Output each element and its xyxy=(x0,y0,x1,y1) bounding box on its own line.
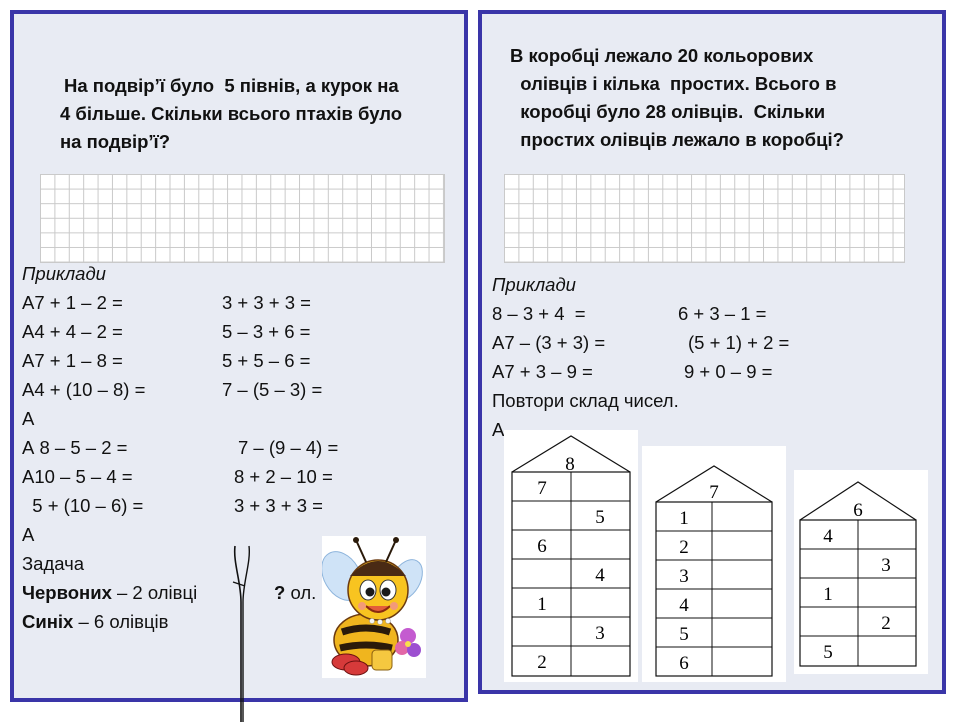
curly-brace xyxy=(229,542,259,722)
house-drawing xyxy=(642,446,786,682)
example-left: А4 + (10 – 8) = xyxy=(22,379,146,400)
examples-heading: Приклади xyxy=(492,274,576,295)
example-left: А7 + 1 – 2 = xyxy=(22,292,123,313)
right-word-problem xyxy=(510,42,930,154)
example-left: А10 – 5 – 4 = xyxy=(22,466,133,487)
example-row xyxy=(22,288,462,317)
number-house-6 xyxy=(794,470,928,674)
example-right: 8 + 2 – 10 = xyxy=(234,466,333,487)
example-right: 3 + 3 + 3 = xyxy=(222,292,311,313)
house-cell: 3 xyxy=(595,623,605,644)
house-cell: 2 xyxy=(679,537,689,558)
example-row xyxy=(492,357,942,386)
house-roof-number: 7 xyxy=(709,482,719,503)
trailing-letter: А xyxy=(492,419,505,440)
house-cell: 3 xyxy=(679,566,689,587)
house-cell: 6 xyxy=(679,653,689,674)
problem-line: простих олівців лежало в коробці? xyxy=(510,129,844,150)
house-cell: 1 xyxy=(823,584,833,605)
example-left: А7 + 1 – 8 = xyxy=(22,350,123,371)
problem-line: На подвір’ї було 5 півнів, а курок на xyxy=(64,75,399,96)
example-left: А7 – (3 + 3) = xyxy=(492,332,606,353)
house-drawing xyxy=(794,470,928,674)
house-cell: 6 xyxy=(537,536,547,557)
example-left: А4 + 4 – 2 = xyxy=(22,321,123,342)
example-left: А7 + 3 – 9 = xyxy=(492,361,593,382)
repeat-instruction: Повтори склад чисел. xyxy=(492,390,679,411)
house-cell: 1 xyxy=(679,508,689,529)
example-row xyxy=(22,346,462,375)
example-left: 5 + (10 – 6) = xyxy=(22,495,144,516)
blue-amount: – 6 олівців xyxy=(73,611,169,632)
house-cell: 4 xyxy=(823,526,833,547)
example-right: 7 – (5 – 3) = xyxy=(222,379,323,400)
question-mark: ? xyxy=(274,582,286,603)
problem-line: коробці було 28 олівців. Скільки xyxy=(510,101,826,122)
house-drawing xyxy=(504,430,638,682)
house-cell: 1 xyxy=(537,594,547,615)
example-row xyxy=(22,375,462,404)
bee-illustration xyxy=(322,536,426,678)
left-answer-grid[interactable] xyxy=(40,174,445,263)
example-row xyxy=(22,404,462,433)
house-cell: 4 xyxy=(679,595,689,616)
task-heading: Задача xyxy=(22,553,85,574)
examples-heading: Приклади xyxy=(22,263,106,284)
example-left: А xyxy=(22,524,35,545)
example-row xyxy=(22,491,462,520)
example-row xyxy=(492,299,942,328)
left-task-card xyxy=(10,10,468,702)
house-cell: 5 xyxy=(823,642,833,663)
example-right: 3 + 3 + 3 = xyxy=(234,495,323,516)
house-cell: 5 xyxy=(595,507,605,528)
red-label: Червоних xyxy=(22,582,112,603)
blue-label: Синіх xyxy=(22,611,74,632)
number-house-7 xyxy=(642,446,786,682)
example-right: 7 – (9 – 4) = xyxy=(238,437,339,458)
example-row xyxy=(492,328,942,357)
house-cell: 3 xyxy=(881,555,891,576)
example-row xyxy=(22,462,462,491)
question-unit: ол. xyxy=(285,582,317,603)
right-examples xyxy=(492,270,942,444)
problem-line: олівців і кілька простих. Всього в xyxy=(510,73,837,94)
house-cell: 2 xyxy=(537,652,547,673)
example-right: 6 + 3 – 1 = xyxy=(678,303,767,324)
house-cell: 7 xyxy=(537,478,547,499)
example-left: 8 – 3 + 4 = xyxy=(492,303,586,324)
example-row xyxy=(22,317,462,346)
house-cell: 5 xyxy=(679,624,689,645)
red-amount: – 2 олівці xyxy=(111,582,198,603)
house-roof-number: 8 xyxy=(565,454,575,475)
right-answer-grid[interactable] xyxy=(504,174,905,263)
example-row xyxy=(22,433,462,462)
right-task-card xyxy=(478,10,946,694)
house-roof-number: 6 xyxy=(853,500,863,521)
problem-line: В коробці лежало 20 кольорових xyxy=(510,45,814,66)
example-left: А xyxy=(22,408,35,429)
example-right: 5 + 5 – 6 = xyxy=(222,350,311,371)
example-right: (5 + 1) + 2 = xyxy=(688,332,790,353)
house-cell: 2 xyxy=(881,613,891,634)
number-house-8 xyxy=(504,430,638,682)
problem-line: на подвір’ї? xyxy=(60,131,171,152)
example-left: А 8 – 5 – 2 = xyxy=(22,437,128,458)
example-right: 5 – 3 + 6 = xyxy=(222,321,311,342)
problem-line: 4 більше. Скільки всього птахів було xyxy=(60,103,403,124)
house-cell: 4 xyxy=(595,565,605,586)
left-word-problem xyxy=(60,72,460,156)
example-right: 9 + 0 – 9 = xyxy=(684,361,773,382)
